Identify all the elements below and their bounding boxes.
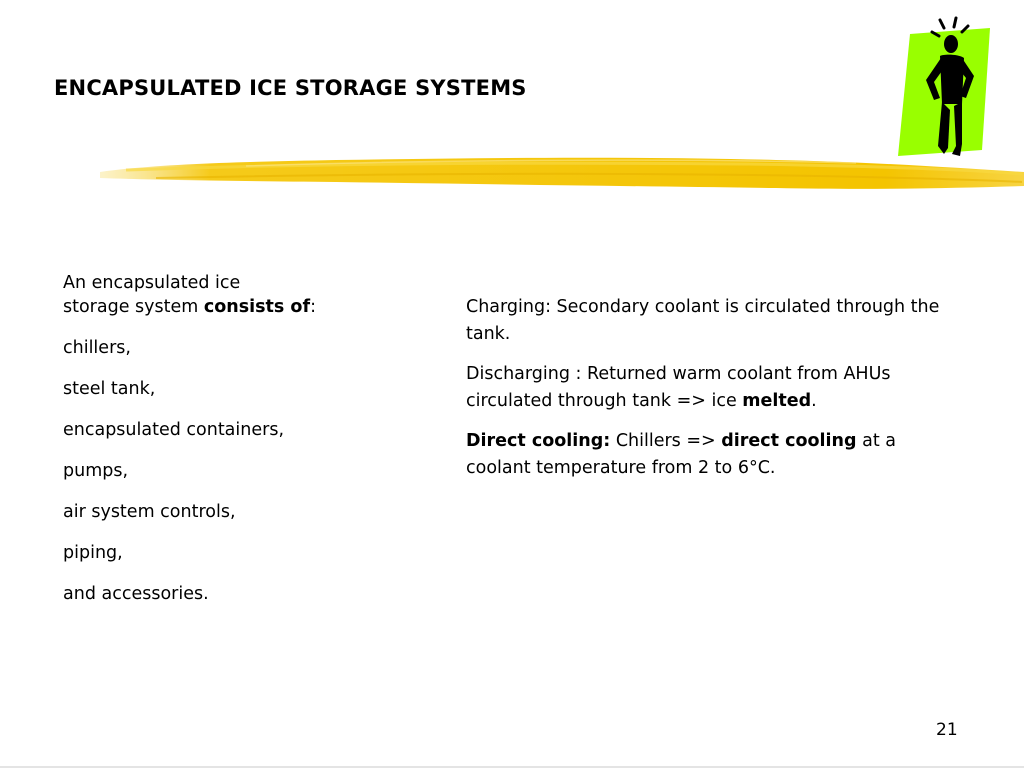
intro-bold: consists of [203,297,311,317]
direct-cooling-text1: Chillers => [610,431,722,451]
page-number: 21 [936,720,958,740]
intro-line1: An encapsulated ice [63,273,241,293]
discharging-paragraph [466,361,966,415]
list-item: air system controls, [63,502,236,522]
discharging-end: . [811,391,817,411]
list-item: piping, [63,543,123,563]
discharging-bold: melted [742,391,812,411]
slide-title: ENCAPSULATED ICE STORAGE SYSTEMS [54,76,527,100]
right-column [466,294,966,495]
list-item: encapsulated containers, [63,420,285,440]
discharging-text: Discharging : Returned warm coolant from AHUs circulated through tank => ice [466,364,891,411]
intro-line2: storage system [63,297,204,317]
list-item: and accessories. [63,584,209,604]
stick-figure-clipart-icon [892,14,996,164]
left-column [63,271,393,623]
direct-cooling-paragraph [466,428,966,482]
charging-paragraph: Charging: Secondary coolant is circulated through the tank. [466,297,940,344]
intro-end: : [310,297,316,317]
direct-cooling-text2: at a coolant temperature from 2 to 6°C. [466,431,896,478]
list-item: steel tank, [63,379,156,399]
yellow-brush-stroke [96,150,1024,194]
intro-paragraph [63,271,393,319]
direct-cooling-label: Direct cooling: [466,431,611,451]
direct-cooling-bold: direct cooling [721,431,857,451]
list-item: chillers, [63,338,131,358]
list-item: pumps, [63,461,129,481]
